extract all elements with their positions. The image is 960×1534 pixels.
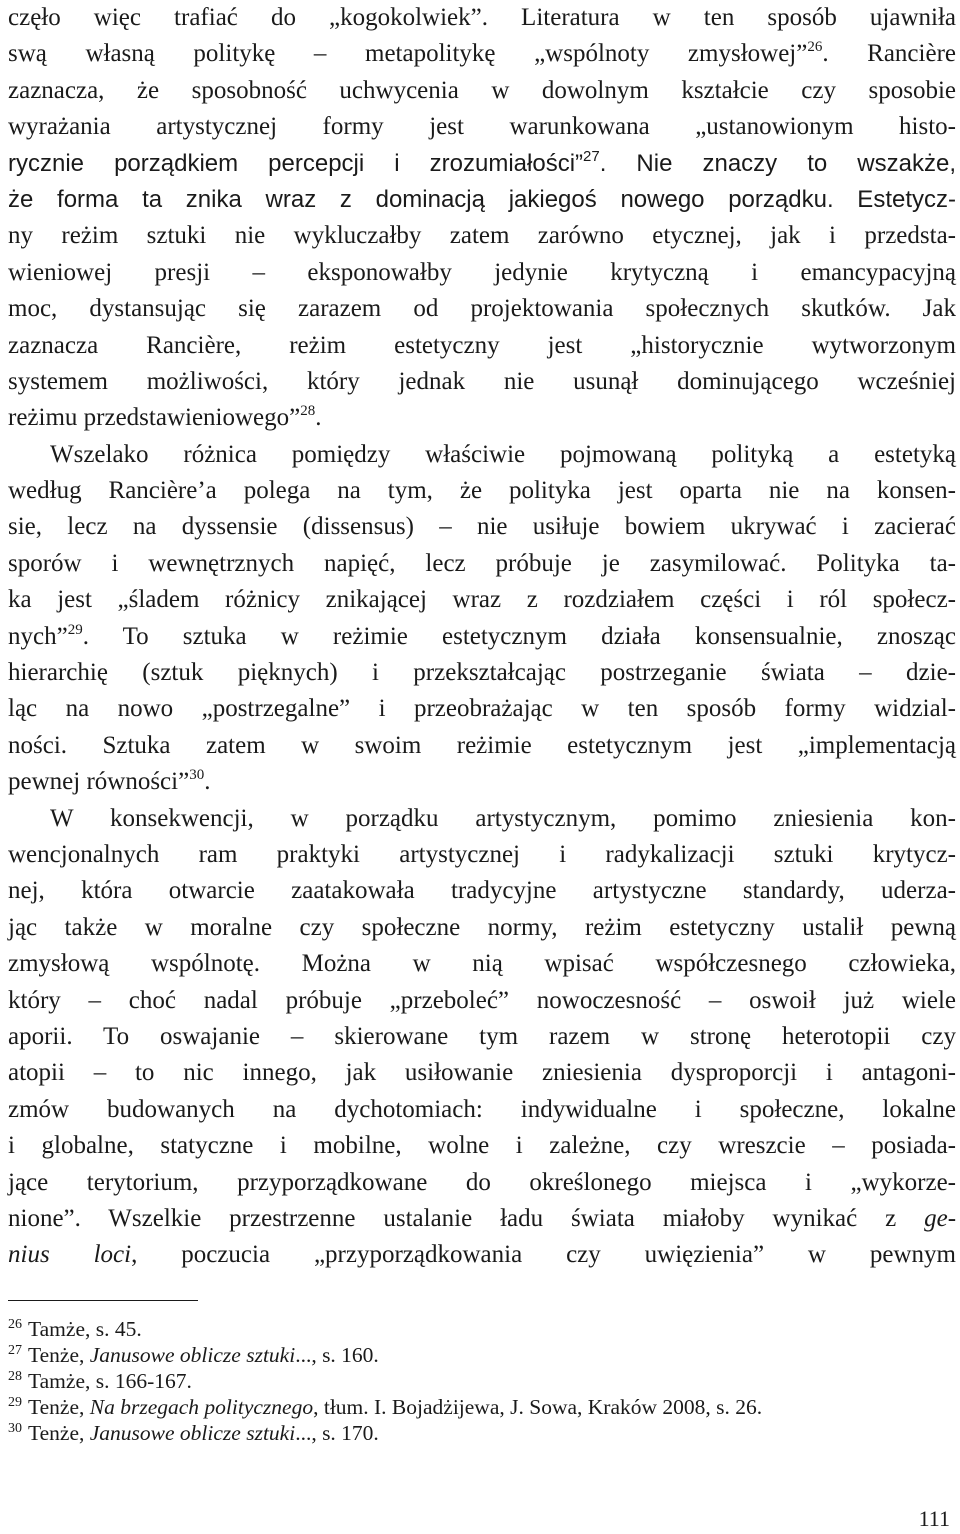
text-line: częło więc trafiać do „kogokolwiek”. Literatura w ten sposób ujawniła xyxy=(8,4,956,31)
text-line: rycznie porządkiem percepcji i zrozumiałości”$^{27}$. Nie znaczy to wszakże, xyxy=(8,147,956,177)
text-line: ka jest „śladem różnicy znikającej wraz z rozdziałem części i ról społecz- xyxy=(8,586,956,614)
text-line: wencjonalnych ram praktyki artystycznej i radykalizacji sztuki krytycz- xyxy=(8,840,956,868)
footnotes xyxy=(8,1316,956,1446)
text-line: że forma ta znika wraz z dominacją jakiegoś nowego porządku. Estetycz- xyxy=(8,185,956,213)
text-line: nione”. Wszelkie przestrzenne ustalanie ładu świata miałoby wynikać z ge- xyxy=(8,1204,957,1232)
text-line: nych”$^{29}$. To sztuka w reżimie estetycznym działa konsensualnie, znosząc xyxy=(8,621,956,650)
footnote-29: $^{29}$ Tenże, Na brzegach politycznego, tłum. I. Bojadżijewa, J. Sowa, Kraków 2008, s. 26. xyxy=(8,1395,763,1419)
footnote-ref-27[interactable]: 27 xyxy=(583,147,600,165)
footnote-ref-28[interactable]: 28 xyxy=(300,403,316,420)
footnote-30: $^{30}$ Tenże, Janusowe oblicze sztuki..., s. 170. xyxy=(8,1421,379,1445)
text-line: zaznacza Rancière, reżim estetyczny jest „historycznie wytworzonym xyxy=(8,331,956,359)
footnote-ref-26[interactable]: 26 xyxy=(807,39,823,56)
text-line: wieniowej presji – eksponowałby jedynie krytyczną i emancypacyjną xyxy=(8,258,956,286)
footnote-ref-30[interactable]: 30 xyxy=(189,767,205,784)
text-line: moc, dystansując się zarazem od projektowania społecznych skutków. Jak xyxy=(8,295,956,323)
text-line: systemem możliwości, który jednak nie usunął dominującego wcześniej xyxy=(8,367,956,395)
text-line: który – choć nadal próbuje „przeboleć” nowoczesność – oswoił już wiele xyxy=(8,986,956,1014)
text-line: sporów i wewnętrznych napięć, lecz próbuje je zasymilować. Polityka ta- xyxy=(8,549,956,577)
text-line: jąc także w moralne czy społeczne normy, reżim estetyczny ustalił pewną xyxy=(8,913,956,941)
text-line: W konsekwencji, w porządku artystycznym, pomimo zniesienia kon- xyxy=(50,804,956,832)
text-line: zmów budowanych na dychotomiach: indywidualne i społeczne, lokalne xyxy=(8,1095,956,1123)
text-line: sie, lecz na dyssensie (dissensus) – nie usiłuje bowiem ukrywać i zacierać xyxy=(8,513,956,541)
footnote-separator xyxy=(8,1300,198,1301)
text-line: ności. Sztuka zatem w swoim reżimie estetycznym jest „implementacją xyxy=(8,731,956,759)
text-line: ląc na nowo „postrzegalne” i przeobrażając w ten sposób formy widzial- xyxy=(8,695,956,723)
text-line: według Rancière’a polega na tym, że polityka jest oparta nie na konsen- xyxy=(8,477,956,505)
footnote-27: $^{27}$ Tenże, Janusowe oblicze sztuki..., s. 160. xyxy=(8,1343,379,1367)
document-page xyxy=(8,0,956,1534)
text-line: zmysłową wspólnotę. Można w nią wpisać współczesnego człowieka, xyxy=(8,950,956,978)
text-line: Wszelako różnica pomiędzy właściwie pojmowaną polityką a estetyką xyxy=(50,440,956,468)
text-line: reżimu przedstawieniowego”$^{28}$. xyxy=(8,403,322,432)
text-line: ny reżim sztuki nie wykluczałby zatem zarówno etycznej, jak i przedsta- xyxy=(8,222,956,250)
text-line: i globalne, statyczne i mobilne, wolne i zależne, czy wreszcie – posiada- xyxy=(8,1132,956,1160)
text-line: hierarchię (sztuk pięknych) i przekształcając postrzeganie świata – dzie- xyxy=(8,659,956,687)
text-line: swą własną politykę – metapolitykę „wspólnoty zmysłowej”$^{26}$. Rancière xyxy=(8,39,956,68)
page-number: 111 xyxy=(918,1506,950,1531)
footnote-28: $^{28}$ Tamże, s. 166-167. xyxy=(8,1369,192,1393)
text-line: atopii – to nic innego, jak usiłowanie zniesienia dysproporcji i antagoni- xyxy=(8,1059,956,1087)
text-line: jące terytorium, przyporządkowane do określonego miejsca i „wykorze- xyxy=(8,1168,956,1196)
text-line: aporii. To oswajanie – skierowane tym razem w stronę heterotopii czy xyxy=(8,1022,956,1050)
text-line: zaznacza, że sposobność uchwycenia w dowolnym kształcie czy sposobie xyxy=(8,76,956,104)
text-line: pewnej równości”$^{30}$. xyxy=(8,767,211,796)
body-text xyxy=(8,0,956,1274)
footnote-26: $^{26}$ Tamże, s. 45. xyxy=(8,1317,142,1341)
footnote-ref-29[interactable]: 29 xyxy=(67,621,83,638)
text-line: wyrażania artystycznej formy jest warunkowana „ustanowionym histo- xyxy=(8,113,956,141)
text-line: nius loci, poczucia „przyporządkowania czy uwięzienia” w pewnym xyxy=(8,1241,956,1269)
text-line: nej, która otwarcie zaatakowała tradycyjne artystyczne standardy, uderza- xyxy=(8,877,956,905)
